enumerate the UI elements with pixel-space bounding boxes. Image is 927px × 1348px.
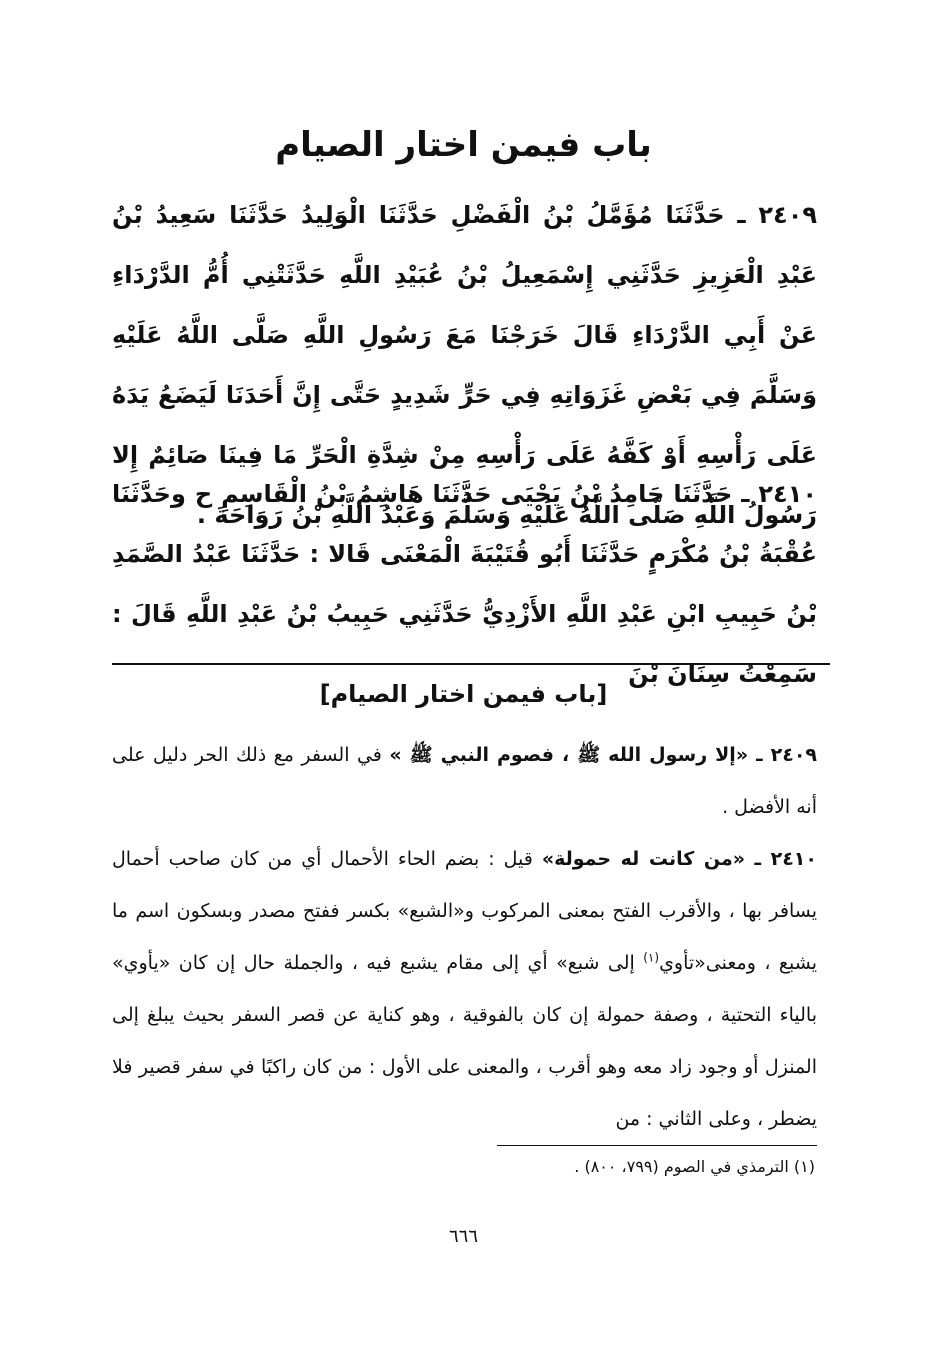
commentary-title: [باب فيمن اختار الصيام] bbox=[319, 680, 608, 708]
page-number: ٦٦٦ bbox=[448, 1226, 478, 1247]
commentary-2410-number: ٢٤١٠ bbox=[770, 848, 817, 870]
commentary-separator: ـ bbox=[745, 848, 771, 870]
commentary-2410-text-a: قيل : بضم الحاء الأحمال أي من كان صاحب أحمال يسافر بها ، والأقرب الفتح بمعنى المركوب و«الشبع» بكسر ففتح مصدر وبسكون اسم ما يشبع ، ومعنى«تأوي bbox=[112, 848, 817, 974]
commentary-2409 bbox=[112, 729, 817, 833]
commentary-2410 bbox=[112, 833, 817, 1145]
chapter-title: باب فيمن اختار الصيام bbox=[275, 125, 652, 165]
commentary-2409-lemma: «إلا رسول الله ﷺ ، فصوم النبي ﷺ » bbox=[389, 744, 749, 766]
hadith-2410: ٢٤١٠ ـ حَدَّثَنَا حَامِدُ بْنُ يَحْيَى حَدَّثَنَا هَاشِمُ بْنُ الْقَاسِمِ ح وحَدَّثَنَا عُقْبَةُ بْنُ مُكْرَمٍ حَدَّثَنَا أَبُو قُتَيْبَةَ الْمَعْنَى قَالا : حَدَّثَنَا عَبْدُ الصَّمَدِ بْنُ حَبِيبِ ابْنِ عَبْدِ اللَّهِ الأَزْدِيُّ حَدَّثَنِي حَبِيبُ بْنُ عَبْدِ اللَّهِ قَالَ : سَمِعْتُ سِنَانَ بْنَ bbox=[112, 480, 817, 688]
commentary-2410-text-b: إلى شبع» أي إلى مقام يشبع فيه ، والجملة حال إن كان «يأوي» بالياء التحتية ، وصفة حمولة إن كان بالفوقية ، وهو كناية عن قصر السفر بحيث يبلغ إلى المنزل أو وجود زاد معه وهو أقرب ، والمعنى على الأول : من كان راكبًا في سفر قصير فلا يضطر ، وعلى الثاني : من bbox=[112, 952, 817, 1130]
footnote-divider bbox=[497, 1145, 817, 1146]
footnote-reference[interactable]: (١) bbox=[643, 950, 660, 965]
hadith-2409: ٢٤٠٩ ـ حَدَّثَنَا مُؤَمَّلُ بْنُ الْفَضْلِ حَدَّثَنَا الْوَلِيدُ حَدَّثَنَا سَعِيدُ بْنُ عَبْدِ الْعَزِيزِ حَدَّثَنِي إِسْمَعِيلُ بْنُ عُبَيْدِ اللَّهِ حَدَّثَتْنِي أُمُّ الدَّرْدَاءِ عَنْ أَبِي الدَّرْدَاءِ قَالَ خَرَجْنَا مَعَ رَسُولِ اللَّهِ صَلَّى اللَّهُ عَلَيْهِ وَسَلَّمَ فِي بَعْضِ غَزَوَاتِهِ فِي حَرٍّ شَدِيدٍ حَتَّى إِنَّ أَحَدَنَا لَيَضَعُ يَدَهُ عَلَى رَأْسِهِ أَوْ كَفَّهُ عَلَى رَأْسِهِ مِنْ شِدَّةِ الْحَرِّ مَا فِينَا صَائِمٌ إِلا رَسُولُ اللَّهِ صَلَّى اللَّهُ عَلَيْهِ وَسَلَّمَ وَعَبْدُ اللَّهِ بْنُ رَوَاحَةَ . bbox=[112, 201, 817, 529]
commentary-separator: ـ bbox=[748, 744, 771, 766]
commentary-2409-number: ٢٤٠٩ bbox=[770, 744, 818, 766]
section-divider bbox=[112, 663, 830, 665]
commentary-2410-lemma: «من كانت له حمولة» bbox=[541, 848, 745, 870]
footnote: (١) الترمذي في الصوم (٧٩٩، ٨٠٠) . bbox=[574, 1157, 815, 1176]
commentary-2409-text: في السفر مع ذلك الحر دليل على أنه الأفضل . bbox=[112, 744, 817, 818]
